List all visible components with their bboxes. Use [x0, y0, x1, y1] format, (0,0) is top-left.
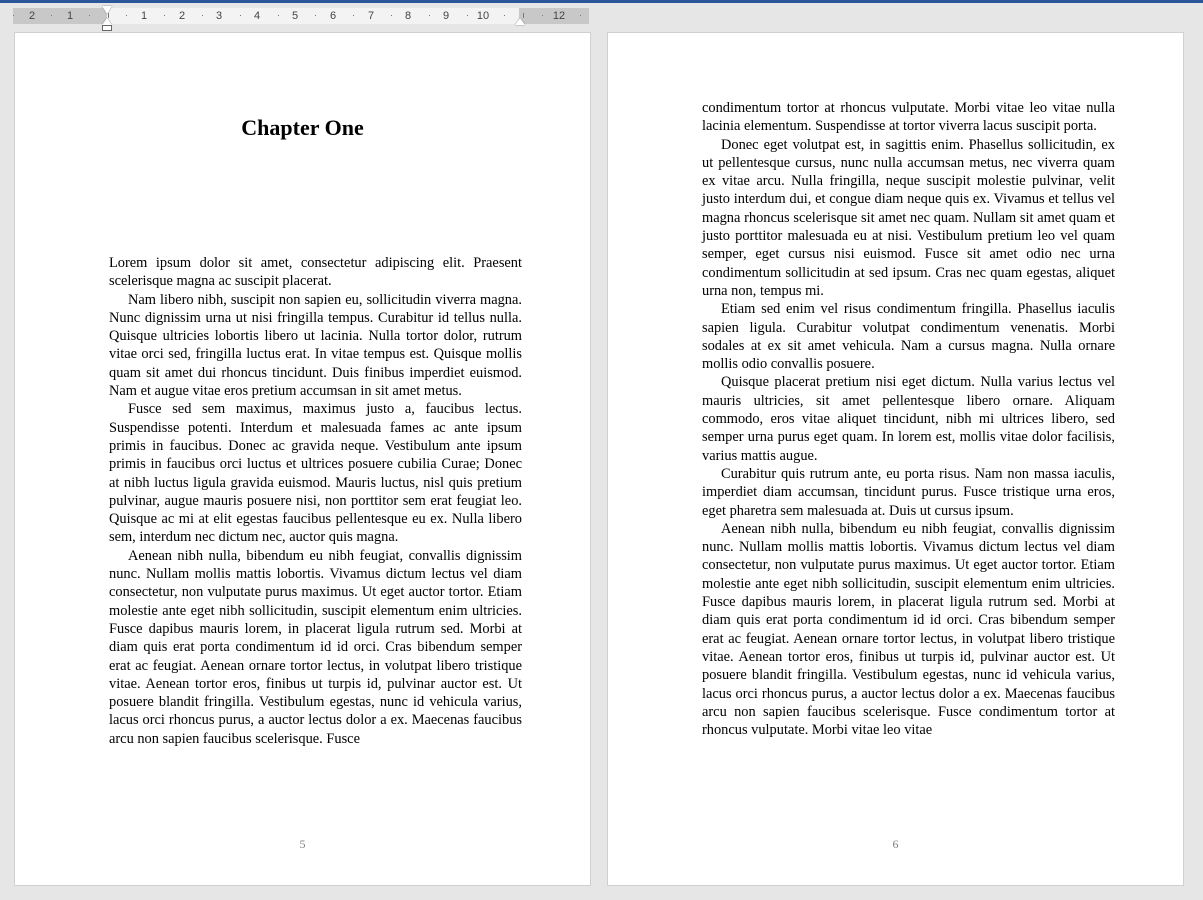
- ruler-number: 2: [28, 10, 36, 22]
- ruler-tick: [467, 15, 468, 16]
- ruler-number: 5: [291, 10, 299, 22]
- ruler-tick: [523, 13, 524, 18]
- ruler-tick: [51, 15, 52, 16]
- window-top-border: [0, 0, 1203, 3]
- ruler-number: 6: [329, 10, 337, 22]
- paragraph: Donec eget volutpat est, in sagittis enim. Phasellus sollicitudin, ex ut pellentesque cursus, nunc nulla accumsan metus, nec viverra quam ex vitae arcu. Nulla fringilla, neque suscipit molestie pulvinar, velit justo interdum dui, et congue diam neque quis ex. Vivamus et tellus vel magna rhoncus scelerisque sit amet nec quam. Nullam sit amet quam et justo porttitor malesuada eu at nisi. Vestibulum pretium leo vel quam semper, eget cursus nisi euismod. Fusce sit amet odio nec urna condimentum sollicitudin at sed ipsum. Cras nec quam egestas, aliquet urna non, tempus mi.: [702, 136, 1115, 299]
- page-number: 6: [892, 837, 899, 851]
- ruler-number: 4: [253, 10, 261, 22]
- ruler-tick: [542, 15, 543, 16]
- ruler-tick: [580, 15, 581, 16]
- ruler-tick: [278, 15, 279, 16]
- ruler-number: 9: [442, 10, 450, 22]
- paragraph: Aenean nibh nulla, bibendum eu nibh feugiat, convallis dignissim nunc. Nullam mollis mattis lobortis. Vivamus dictum lectus vel diam consectetur, non vulputate purus maximus. Ut eget auctor tortor. Etiam molestie ante eget nibh sollicitudin, suscipit elementum enim ultricies. Fusce dapibus mauris lorem, in placerat ligula rutrum sed. Morbi at diam quis erat porta condimentum id id orci. Cras bibendum semper erat ac feugiat. Aenean ornare tortor lectus, in volutpat libero tristique vitae. Aenean tortor eros, finibus ut turpis id, pulvinar auctor est. Ut posuere blandit fringilla. Vestibulum egestas, nunc id vehicula varius, lacus orci rhoncus purus, a auctor lectus dolor a ex. Maecenas faucibus arcu non sapien faucibus scelerisque. Fusce: [109, 547, 522, 747]
- ruler-tick: [89, 15, 90, 16]
- page-body[interactable]: [702, 99, 1115, 739]
- ruler-tick: [202, 15, 203, 16]
- ruler-tick: [108, 13, 109, 18]
- ruler-tick: [353, 15, 354, 16]
- ruler-tick: [164, 15, 165, 16]
- ruler-tick: [13, 15, 14, 16]
- ruler-tick: [315, 15, 316, 16]
- paragraph: Lorem ipsum dolor sit amet, consectetur adipiscing elit. Praesent scelerisque magna ac suscipit placerat.: [109, 255, 522, 290]
- hanging-indent-marker[interactable]: [102, 18, 112, 25]
- ruler-tick: [504, 15, 505, 16]
- ruler-number: 3: [215, 10, 223, 22]
- document-page-5[interactable]: [15, 33, 590, 885]
- paragraph: Fusce sed sem maximus, maximus justo a, faucibus lectus. Suspendisse potenti. Interdum et malesuada fames ac ante ipsum primis in faucibus. Donec ac gravida neque. Vestibulum ante ipsum primis in faucibus orci luctus et ultrices posuere cubilia Curae; Donec at nibh luctus ligula gravida euismod. Mauris luctus, nisl quis pretium pulvinar, augue mauris posuere nisi, non porttitor sem erat feugiat leo. Quisque ac mi at elit egestas faucibus pellentesque eu ex. Nulla libero sem, interdum nec dictum nec, auctor quis magna.: [109, 401, 522, 546]
- paragraph: Quisque placerat pretium nisi eget dictum. Nulla varius lectus vel mauris ultricies, sit amet pellentesque libero ornare. Aliquam commodo, eros vitae aliquet tincidunt, nibh mi ultrices libero, sed semper urna purus eget quam. In lorem est, mollis vitae dolor facilisis, varius mattis augue.: [702, 374, 1115, 464]
- ruler-number: 7: [367, 10, 375, 22]
- ruler-tick: [429, 15, 430, 16]
- chapter-title: Chapter One: [241, 115, 364, 140]
- paragraph: Curabitur quis rutrum ante, eu porta risus. Nam non massa iaculis, imperdiet diam accumsan, tincidunt purus. Fusce tristique urna eros, eget pharetra sem malesuada at. Duis ut cursus ipsum.: [702, 465, 1115, 519]
- ruler-number: 1: [66, 10, 74, 22]
- paragraph: Nam libero nibh, suscipit non sapien eu, sollicitudin viverra magna. Nunc dignissim urna ut nisi fringilla tempus. Curabitur id tellus nulla. Quisque ultricies lobortis libero ut lacinia. Nulla tortor dolor, rutrum vitae orci sed, fringilla luctus erat. In vitae tempus est. Quisque mollis quam sit amet dui rhoncus tincidunt. Duis finibus imperdiet euismod. Nam et augue vitae eros pretium accumsan in sit amet metus.: [109, 291, 522, 400]
- horizontal-ruler[interactable]: [13, 8, 589, 24]
- ruler-number: 10: [476, 10, 490, 22]
- ruler-tick: [391, 15, 392, 16]
- ruler-number: 8: [404, 10, 412, 22]
- page-number: 5: [299, 837, 306, 851]
- ruler-tick: [126, 15, 127, 16]
- left-indent-marker[interactable]: [102, 25, 112, 31]
- paragraph: Aenean nibh nulla, bibendum eu nibh feugiat, convallis dignissim nunc. Nullam mollis mattis lobortis. Vivamus dictum lectus vel diam consectetur, non vulputate purus maximus. Ut eget auctor tortor. Etiam molestie ante eget nibh sollicitudin, suscipit elementum enim ultricies. Fusce dapibus mauris lorem, in placerat ligula rutrum sed. Morbi at diam quis erat porta condimentum id id orci. Cras bibendum semper erat ac feugiat. Aenean ornare tortor lectus, in volutpat libero tristique vitae. Aenean tortor eros, finibus ut turpis id, pulvinar auctor est. Ut posuere blandit fringilla. Vestibulum egestas, nunc id vehicula varius, lacus orci rhoncus purus, a auctor lectus dolor a ex. Maecenas faucibus arcu non sapien faucibus scelerisque. Fusce condimentum tortor at rhoncus vulputate. Morbi vitae leo vitae: [702, 520, 1115, 739]
- page-body[interactable]: [109, 254, 522, 748]
- right-indent-marker[interactable]: [515, 18, 525, 25]
- ruler-number: 12: [552, 10, 566, 22]
- first-line-indent-marker[interactable]: [102, 6, 112, 14]
- paragraph: condimentum tortor at rhoncus vulputate. Morbi vitae leo vitae nulla lacinia elementum. Suspendisse at tortor viverra lacus suscipit porta.: [702, 100, 1115, 135]
- paragraph: Etiam sed enim vel risus condimentum fringilla. Phasellus iaculis sapien ligula. Curabitur volutpat condimentum venenatis. Morbi sodales at ex sit amet vehicula. Nam a cursus magna. Nulla ornare mollis odio convallis posuere.: [702, 301, 1115, 373]
- document-page-6[interactable]: [608, 33, 1183, 885]
- ruler-number: 1: [140, 10, 148, 22]
- ruler-tick: [240, 15, 241, 16]
- ruler-number: 2: [178, 10, 186, 22]
